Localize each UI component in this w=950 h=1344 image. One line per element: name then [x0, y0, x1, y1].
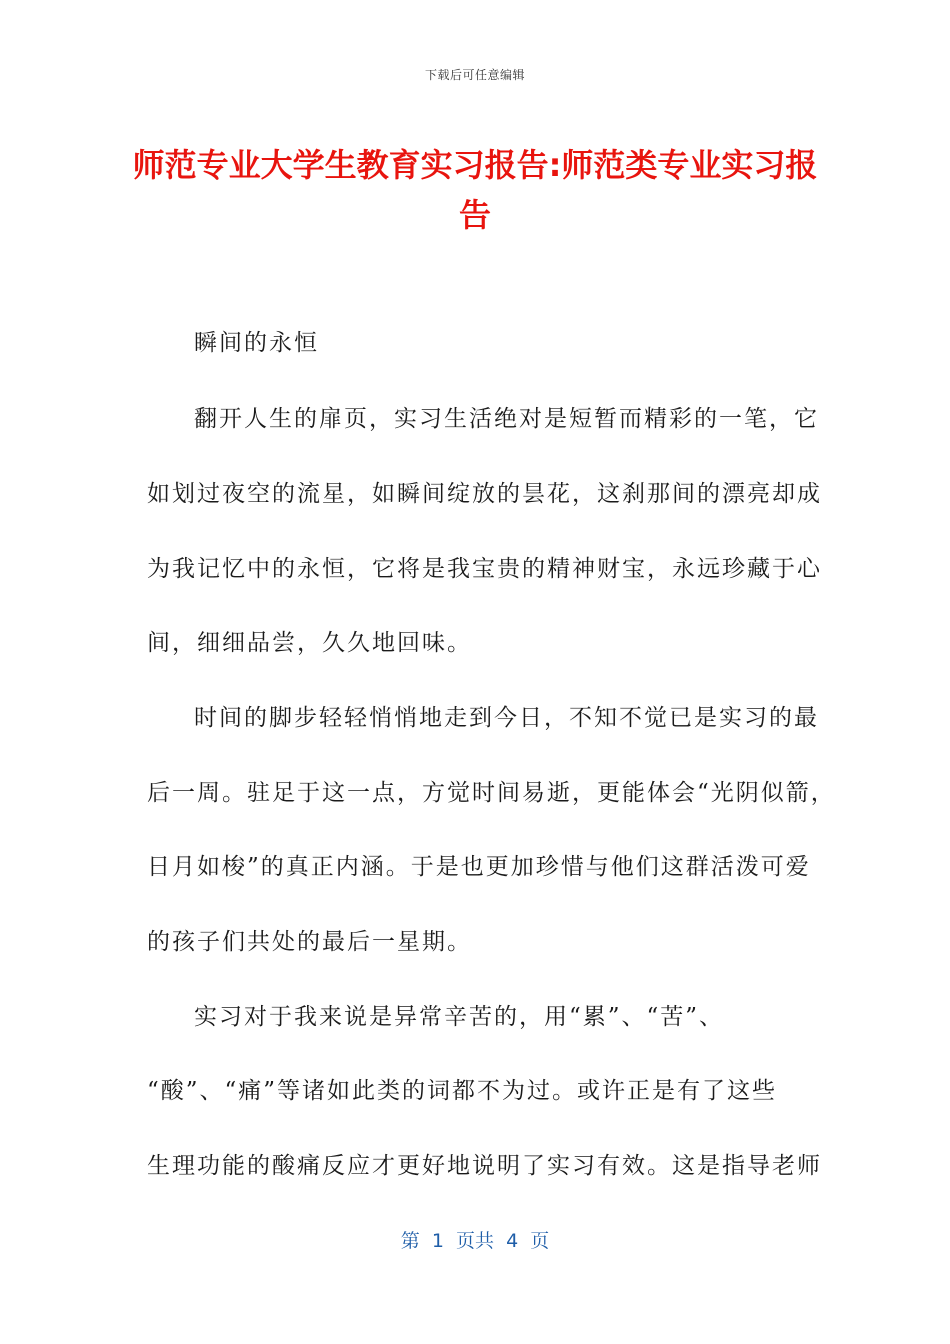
section-heading: 瞬间的永恒	[194, 330, 319, 356]
header-note: 下载后可任意编辑	[424, 68, 525, 82]
paragraph-line: 间，细细品尝，久久地回味。	[147, 630, 472, 656]
paragraph-line: 日月如梭”的真正内涵。于是也更加珍惜与他们这群活泼可爱	[147, 854, 811, 880]
page-number-footer: 第 1 页共 4 页	[400, 1230, 550, 1252]
document-title: 师范专业大学生教育实习报告:师范类专业实习报告	[132, 146, 818, 234]
paragraph-line: 的孩子们共处的最后一星期。	[147, 929, 472, 955]
paragraph-line: 时间的脚步轻轻悄悄地走到今日，不知不觉已是实习的最	[194, 705, 819, 731]
paragraph-line: 实习对于我来说是异常辛苦的，用“累”、“苦”、	[194, 1004, 725, 1030]
paragraph-line: 翻开人生的扉页，实习生活绝对是短暂而精彩的一笔，它	[194, 406, 819, 432]
paragraph-line: “酸”、“痛”等诸如此类的词都不为过。或许正是有了这些	[147, 1078, 778, 1104]
paragraph-line: 生理功能的酸痛反应才更好地说明了实习有效。这是指导老师	[147, 1153, 822, 1179]
paragraph-line: 如划过夜空的流星，如瞬间绽放的昙花，这刹那间的漂亮却成	[147, 481, 822, 507]
paragraph-line: 为我记忆中的永恒，它将是我宝贵的精神财宝，永远珍藏于心	[147, 556, 822, 582]
paragraph-line: 后一周。驻足于这一点，方觉时间易逝，更能体会“光阴似箭，	[147, 780, 836, 806]
